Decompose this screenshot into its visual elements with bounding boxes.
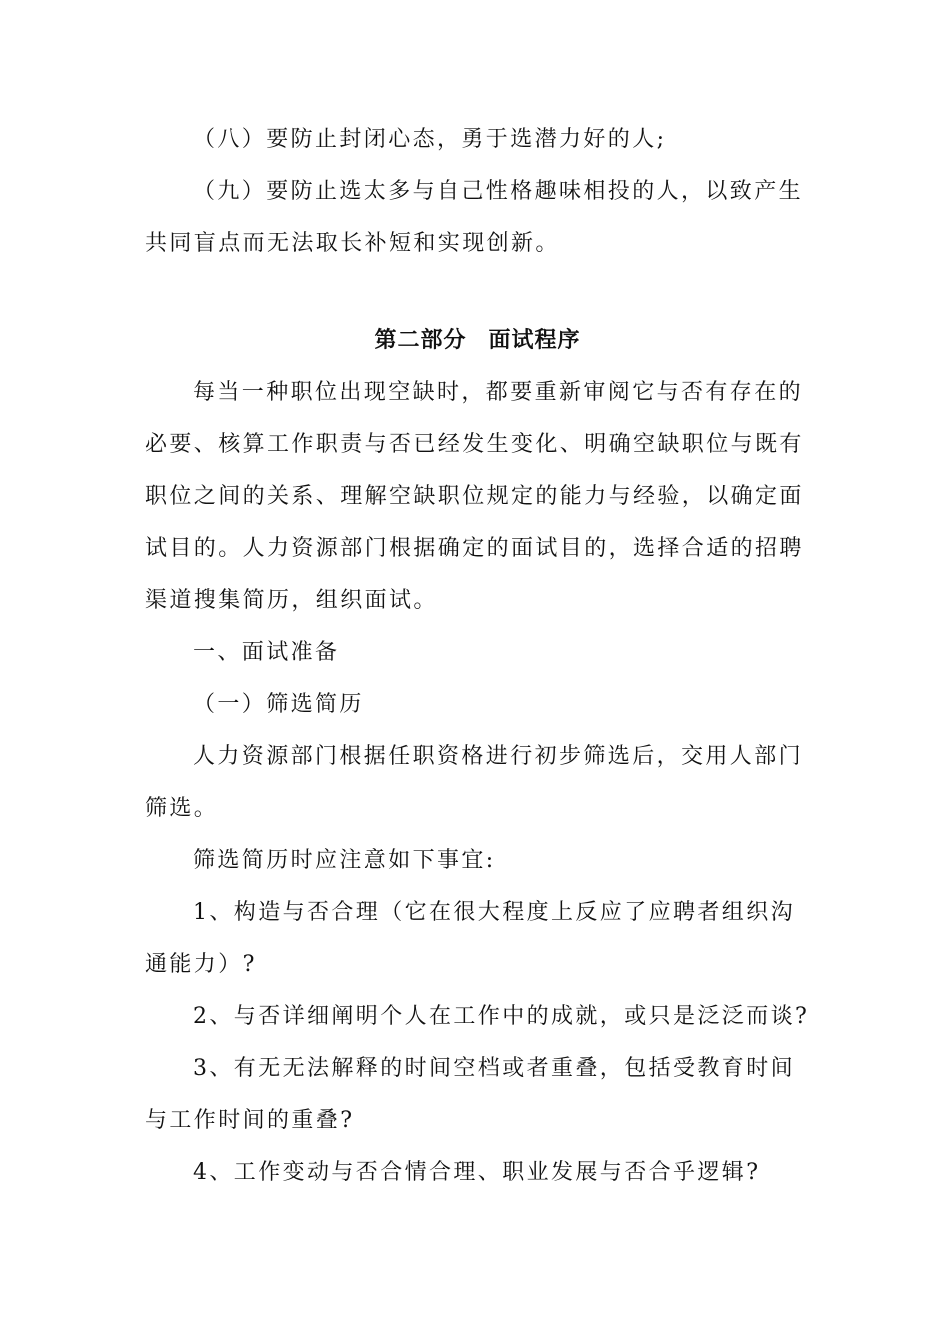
paragraph-item-8: （八）要防止封闭心态，勇于选潜力好的人;: [193, 127, 667, 152]
paragraph-screen-resume: （一）筛选简历: [193, 692, 364, 717]
paragraph-screening-notes: 筛选简历时应注意如下事宜:: [193, 848, 496, 873]
list-item-1: 1、构造与否合理（它在很大程度上反应了应聘者组织沟通能力）?: [145, 900, 795, 977]
list-item-3: 3、有无无法解释的时间空档或者重叠，包括受教育时间与工作时间的重叠?: [145, 1056, 795, 1133]
paragraph-item-9: （九）要防止选太多与自己性格趣味相投的人，以致产生共同盲点而无法取长补短和实现创新。: [145, 179, 804, 256]
paragraph-interview-prep: 一、面试准备: [193, 640, 340, 665]
paragraph-intro: 每当一种职位出现空缺时，都要重新审阅它与否有存在的必要、核算工作职责与否已经发生变化、明确空缺职位与既有职位之间的关系、理解空缺职位规定的能力与经验，以确定面试目的。人力资源部门根据确定的面试目的，选择合适的招聘渠道搜集简历，组织面试。: [145, 380, 804, 613]
section-heading-part: 第二部分: [374, 328, 467, 353]
section-heading: [145, 315, 810, 367]
list-item-4: 4、工作变动与否合情合理、职业发展与否合乎逻辑?: [193, 1160, 761, 1185]
list-item-2: 2、与否详细阐明个人在工作中的成就，或只是泛泛而谈?: [193, 1004, 810, 1029]
section-heading-title: 面试程序: [488, 328, 581, 353]
paragraph-hr-screening: 人力资源部门根据任职资格进行初步筛选后，交用人部门筛选。: [145, 744, 804, 821]
